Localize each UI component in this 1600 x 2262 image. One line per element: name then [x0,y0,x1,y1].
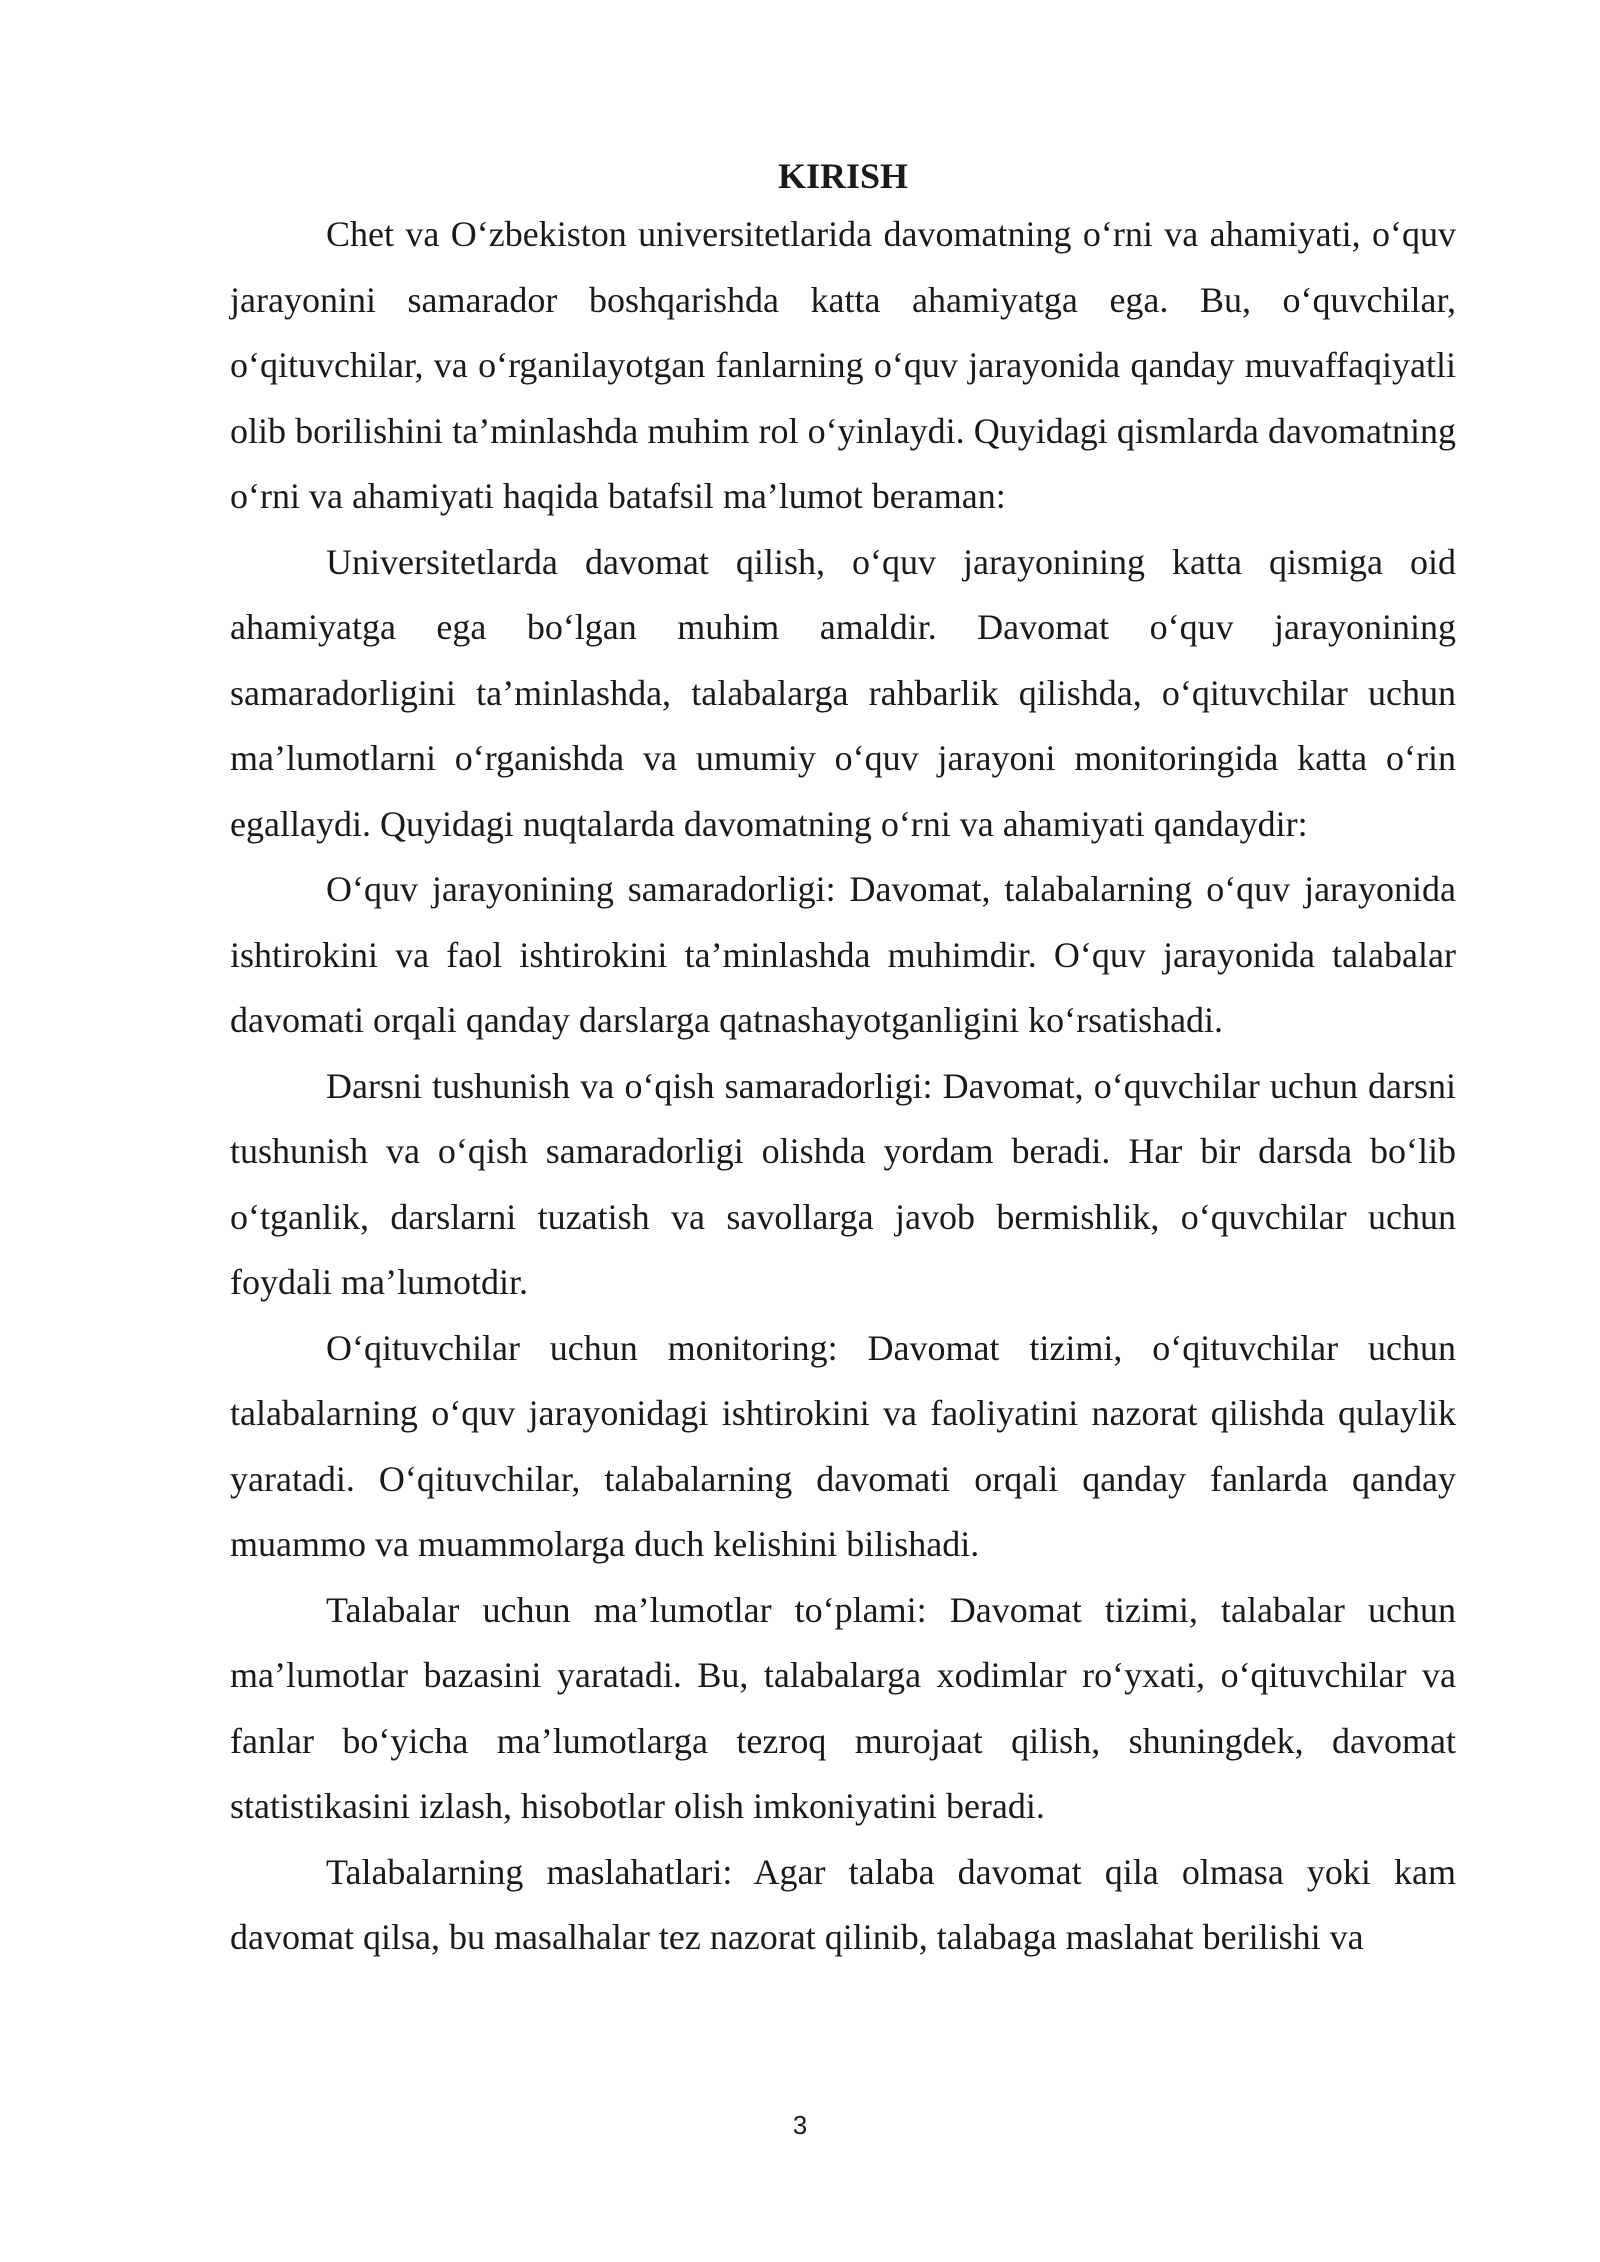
page-number: 3 [792,2110,808,2140]
paragraph-student-data: Talabalar uchun ma’lumotlar to‘plami: Davomat tizimi, talabalar uchun ma’lumotlar bazasini yaratadi. Bu, talabalarga xodimlar ro‘yxati, o‘qituvchilar va fanlar bo‘yicha ma’lumotlarga tezroq murojaat qilish, shuningdek, davomat statistikasini izlash, hisobotlar olish imkoniyatini beradi. [230,1589,1456,1826]
page-content [230,150,1456,1971]
section-title: KIRISH [777,156,909,196]
paragraph-intro: Chet va O‘zbekiston universitetlarida davomatning o‘rni va ahamiyati, o‘quv jarayonini samarador boshqarishda katta ahamiyatga ega. Bu, o‘quvchilar, o‘qituvchilar, va o‘rganilayotgan fanlarning o‘quv jarayonida qanday muvaffaqiyatli olib borilishini ta’minlashda muhim rol o‘yinlaydi. Quyidagi qismlarda davomatning o‘rni va ahamiyati haqida batafsil ma’lumot beraman: [230,214,1456,516]
paragraph-learning-efficiency: O‘quv jarayonining samaradorligi: Davomat, talabalarning o‘quv jarayonida ishtirokini va faol ishtirokini ta’minlashda muhimdir. O‘quv jarayonida talabalar davomati orqali qanday darslarga qatnashayotganligini ko‘rsatishadi. [230,869,1456,1040]
paragraph-teacher-monitoring: O‘qituvchilar uchun monitoring: Davomat tizimi, o‘qituvchilar uchun talabalarning o‘quv jarayonidagi ishtirokini va faoliyatini nazorat qilishda qulaylik yaratadi. O‘qituvchilar, talabalarning davomati orqali qanday fanlarda qanday muammo va muammolarga duch kelishini bilishadi. [230,1327,1456,1564]
paragraph-student-advice: Talabalarning maslahatlari: Agar talaba davomat qila olmasa yoki kam davomat qilsa, bu masalhalar tez nazorat qilinib, talabaga maslahat berilishi va [230,1851,1456,1957]
paragraph-lesson-understanding: Darsni tushunish va o‘qish samaradorligi: Davomat, o‘quvchilar uchun darsni tushunish va o‘qish samaradorligi olishda yordam beradi. Har bir darsda bo‘lib o‘tganlik, darslarni tuzatish va savollarga javob bermishlik, o‘quvchilar uchun foydali ma’lumotdir. [230,1065,1456,1302]
paragraph-attendance-importance: Universitetlarda davomat qilish, o‘quv jarayonining katta qismiga oid ahamiyatga ega bo‘lgan muhim amaldir. Davomat o‘quv jarayonining samaradorligini ta’minlashda, talabalarga rahbarlik qilishda, o‘qituvchilar uchun ma’lumotlarni o‘rganishda va umumiy o‘quv jarayoni monitoringida katta o‘rin egallaydi. Quyidagi nuqtalarda davomatning o‘rni va ahamiyati qandaydir: [230,541,1456,844]
